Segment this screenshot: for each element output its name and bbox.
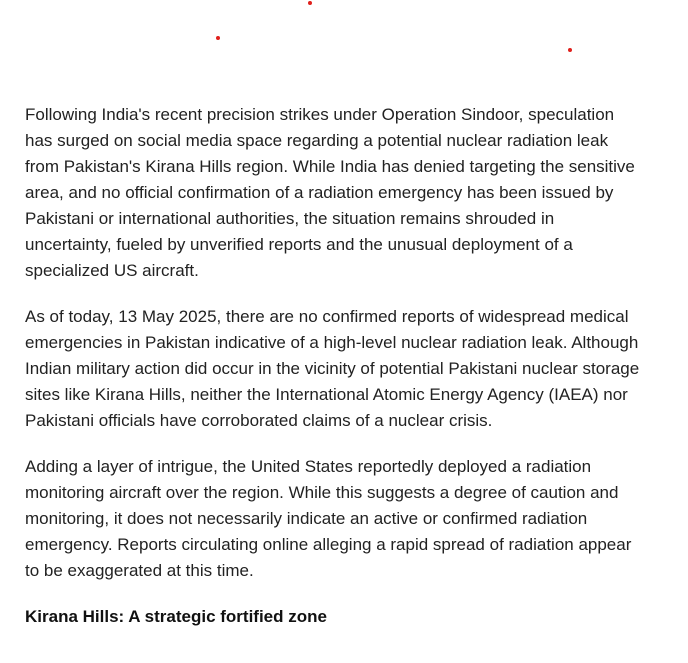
- decorative-dot: [216, 36, 220, 40]
- decorative-dot: [308, 1, 312, 5]
- article-body: [25, 102, 640, 630]
- article-paragraph-3: Adding a layer of intrigue, the United States reportedly deployed a radiation monitoring aircraft over the region. While this suggests a degree of caution and monitoring, it does not necessarily indicate an active or confirmed radiation emergency. Reports circulating online alleging a rapid spread of radiation appear to be exaggerated at this time.: [25, 457, 632, 580]
- decorative-dot: [568, 48, 572, 52]
- section-subheading: Kirana Hills: A strategic fortified zone: [25, 607, 327, 626]
- article-paragraph-2: As of today, 13 May 2025, there are no confirmed reports of widespread medical emergencies in Pakistan indicative of a high-level nuclear radiation leak. Although Indian military action did occur in the vicinity of potential Pakistani nuclear storage sites like Kirana Hills, neither the International Atomic Energy Agency (IAEA) nor Pakistani officials have corroborated claims of a nuclear crisis.: [25, 307, 640, 430]
- article-paragraph-1: Following India's recent precision strikes under Operation Sindoor, speculation has surged on social media space regarding a potential nuclear radiation leak from Pakistan's Kirana Hills region. While India has denied targeting the sensitive area, and no official confirmation of a radiation emergency has been issued by Pakistani or international authorities, the situation remains shrouded in uncertainty, fueled by unverified reports and the unusual deployment of a specialized US aircraft.: [25, 105, 635, 280]
